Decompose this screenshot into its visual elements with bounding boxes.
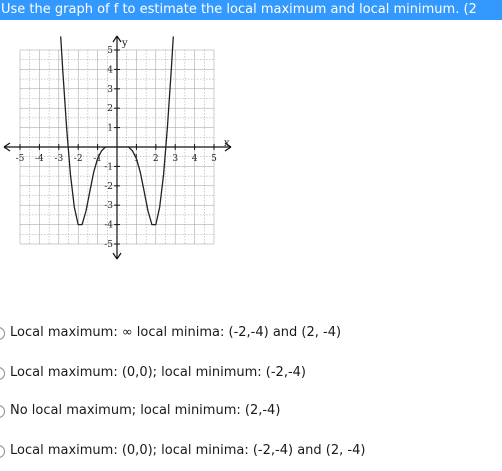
radio-button[interactable] xyxy=(0,445,5,458)
y-tick-label: -2 xyxy=(104,181,113,192)
y-axis-name: y xyxy=(122,38,128,49)
answer-option-label: Local maximum: (0,0); local minima: (-2,-4) and (2, -4) xyxy=(10,443,366,458)
x-tick-label: 1 xyxy=(133,154,140,164)
x-tick-label: -3 xyxy=(54,154,64,164)
question-prompt: Use the graph of f to estimate the local maximum and local minimum. (2 xyxy=(0,0,502,20)
y-tick-label: -3 xyxy=(104,201,113,212)
x-tick-label: -4 xyxy=(35,154,44,164)
y-tick-label: -5 xyxy=(104,240,113,250)
answer-option-label: Local maximum: (0,0); local minimum: (-2,-4) xyxy=(10,365,306,380)
tick-labels xyxy=(16,38,230,250)
y-tick-label: 3 xyxy=(107,84,113,95)
answer-option-2[interactable] xyxy=(0,363,502,383)
answer-option-4[interactable] xyxy=(0,441,502,461)
radio-button[interactable] xyxy=(0,367,5,380)
answer-option-3[interactable] xyxy=(0,401,502,421)
y-tick-label: -1 xyxy=(104,162,113,173)
x-tick-label: -1 xyxy=(93,154,102,164)
x-tick-label: 5 xyxy=(211,154,217,164)
y-tick-label: 5 xyxy=(107,46,113,56)
answer-option-label: No local maximum; local minimum: (2,-4) xyxy=(10,403,281,418)
y-tick-label: 1 xyxy=(107,123,113,134)
radio-button[interactable] xyxy=(0,327,5,340)
answer-option-1[interactable] xyxy=(0,323,502,343)
x-tick-label: 3 xyxy=(172,154,179,164)
y-tick-label: -4 xyxy=(104,220,113,231)
y-tick-label: 2 xyxy=(107,104,113,115)
x-tick-label: -2 xyxy=(73,154,83,164)
x-axis-name: x xyxy=(224,138,230,149)
x-tick-label: -5 xyxy=(15,154,25,164)
answer-option-label: Local maximum: ∞ local minima: (-2,-4) and (2, -4) xyxy=(10,325,342,340)
function-graph xyxy=(0,30,235,265)
graph-svg xyxy=(0,30,235,265)
y-tick-label: 4 xyxy=(107,65,113,76)
x-tick-label: 4 xyxy=(191,154,198,164)
radio-button[interactable] xyxy=(0,405,5,418)
x-tick-label: 2 xyxy=(152,154,159,164)
